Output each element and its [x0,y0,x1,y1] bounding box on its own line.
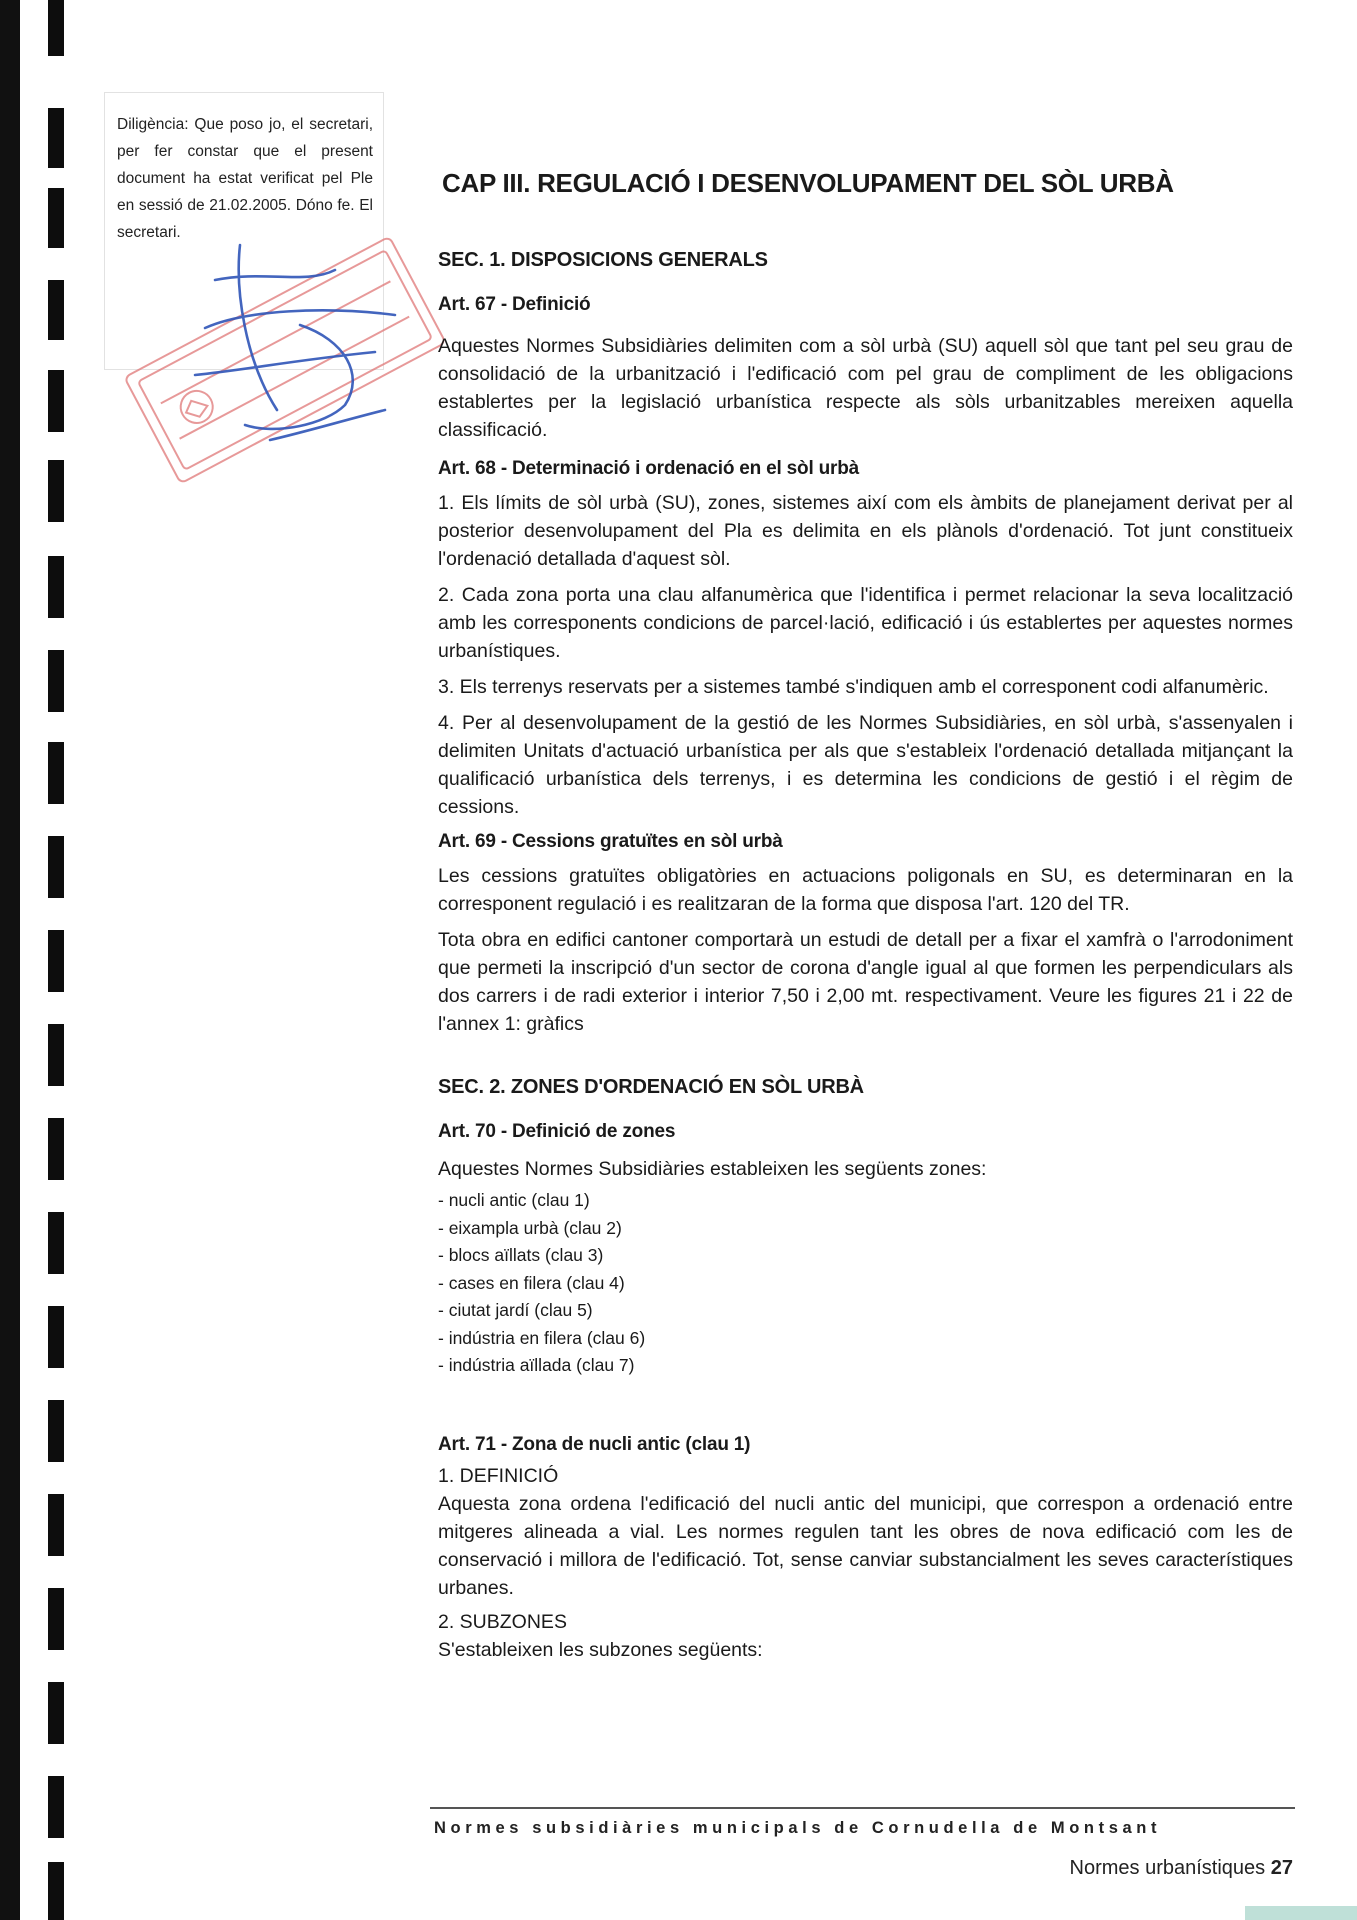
official-stamp-and-signature [95,210,475,520]
footer-title: Normes subsidiàries municipals de Cornudella de Montsant [434,1819,1162,1837]
article-paragraph: S'estableixen les subzones següents: [438,1638,763,1661]
subheading: 1. DEFINICIÓ [438,1464,559,1487]
binding-hole [48,1212,64,1274]
binding-hole [48,460,64,522]
article-paragraph: 2. Cada zona porta una clau alfanumèrica que l'identifica i permet relacionar la seva localització amb les corresponents condicions de parcel·lació, edificació i ús establertes per aquestes normes urbanístiques. [438,584,1293,662]
binding-hole [48,1588,64,1650]
article-paragraph: Aquesta zona ordena l'edificació del nucli antic del municipi, que correspon a ordenació entre mitgeres alineada a vial. Les normes regulen tant les obres de nova edificació com les de conservació i millora de l'edificació. Tot, sense canviar substancialment les seves característiques urbanes. [438,1492,1293,1599]
binding-strip [0,0,20,1920]
subheading: 2. SUBZONES [438,1610,567,1633]
section-title: SEC. 1. DISPOSICIONS GENERALS [438,249,768,271]
binding-hole [48,1494,64,1556]
binding-hole [48,1118,64,1180]
list-item: - eixampla urbà (clau 2) [438,1217,622,1238]
binding-hole [48,1776,64,1838]
binding-hole [48,1862,64,1920]
article-title: Art. 71 - Zona de nucli antic (clau 1) [438,1433,751,1455]
list-item: - indústria en filera (clau 6) [438,1327,646,1348]
stamp-seal [124,237,445,484]
list-item: - blocs aïllats (clau 3) [438,1245,604,1265]
article-title: Art. 69 - Cessions gratuïtes en sòl urbà [438,831,783,852]
list-item: - ciutat jardí (clau 5) [438,1300,593,1320]
page-number: 27 [1270,1857,1293,1879]
binding-hole [48,280,64,340]
section-title: SEC. 2. ZONES D'ORDENACIÓ EN SÒL URBÀ [438,1076,864,1098]
binding-hole [48,370,64,432]
binding-hole [48,930,64,992]
binding-edge [0,0,48,1920]
footer-page-label [1070,1857,1293,1880]
article-paragraph: 4. Per al desenvolupament de la gestió de les Normes Subsidiàries, en sòl urbà, s'assenyalen i delimiten Unitats d'actuació urbanística per als que s'estableix l'ordenació detallada mitjançant la qualificació urbanística dels terrenys, i es determina les condicions de gestió i el règim de cessions. [438,712,1293,818]
main-content [438,160,1293,1664]
article-paragraph: Aquestes Normes Subsidiàries estableixen les següents zones: [438,1158,987,1180]
list-item: - nucli antic (clau 1) [438,1190,590,1210]
binding-hole [48,0,64,56]
article-paragraph: Les cessions gratuïtes obligatòries en actuacions poligonals en SU, es determinaran en la corresponent regulació i es realitzaran de la forma que disposa l'art. 120 del TR. [438,865,1293,915]
article-title: Art. 70 - Definició de zones [438,1121,676,1142]
article-paragraph: 3. Els terrenys reservats per a sistemes també s'indiquen amb el corresponent codi alfanumèric. [438,676,1269,698]
binding-hole [48,1682,64,1744]
article-paragraph: Tota obra en edifici cantoner comportarà un estudi de detall per a fixar el xamfrà o l'arrodoniment que permeti la inscripció d'un sector de corona d'angle igual al que formen les perpendiculars als dos carrers i de radi exterior i interior 7,50 i 2,00 mt. respectivament. Veure les figures 21 i 22 de l'annex 1: gràfics [438,929,1293,1035]
binding-hole [48,108,64,168]
article-title: Art. 67 - Definició [438,294,591,315]
chapter-title: CAP III. REGULACIÓ I DESENVOLUPAMENT DEL SÒL URBÀ [442,168,1174,198]
binding-hole [48,650,64,712]
article-paragraph: Aquestes Normes Subsidiàries delimiten com a sòl urbà (SU) aquell sòl que tant pel seu grau de consolidació de la urbanització i l'edificació com pel grau de compliment de les obligacions establertes per la legislació urbanística respecte als sòls urbanitzables mereixen aquella classificació. [438,335,1293,441]
binding-hole [48,1306,64,1368]
corner-mark [1245,1906,1357,1920]
article-title: Art. 68 - Determinació i ordenació en el sòl urbà [438,458,859,479]
binding-hole [48,188,64,248]
list-item: - indústria aïllada (clau 7) [438,1355,635,1375]
footer-label: Normes urbanístiques [1069,1857,1266,1879]
binding-hole [48,556,64,618]
article-paragraph: 1. Els límits de sòl urbà (SU), zones, sistemes així com els àmbits de planejament derivat per al posterior desenvolupament del Pla es delimita en els plànols d'ordenació. Tot junt constitueix l'ordenació detallada d'aquest sòl. [438,492,1293,570]
list-item: - cases en filera (clau 4) [438,1272,625,1293]
zones-list [438,1187,1293,1380]
footer-rule [430,1807,1295,1809]
binding-hole [48,742,64,804]
diligencia-text: Diligència: Que poso jo, el secretari, per fer constar que el present document ha estat verificat pel Ple en sessió de 21.02.2005. Dóno fe. El secretari. [117,116,373,241]
binding-hole [48,1400,64,1462]
binding-hole [48,1024,64,1086]
binding-hole [48,836,64,898]
